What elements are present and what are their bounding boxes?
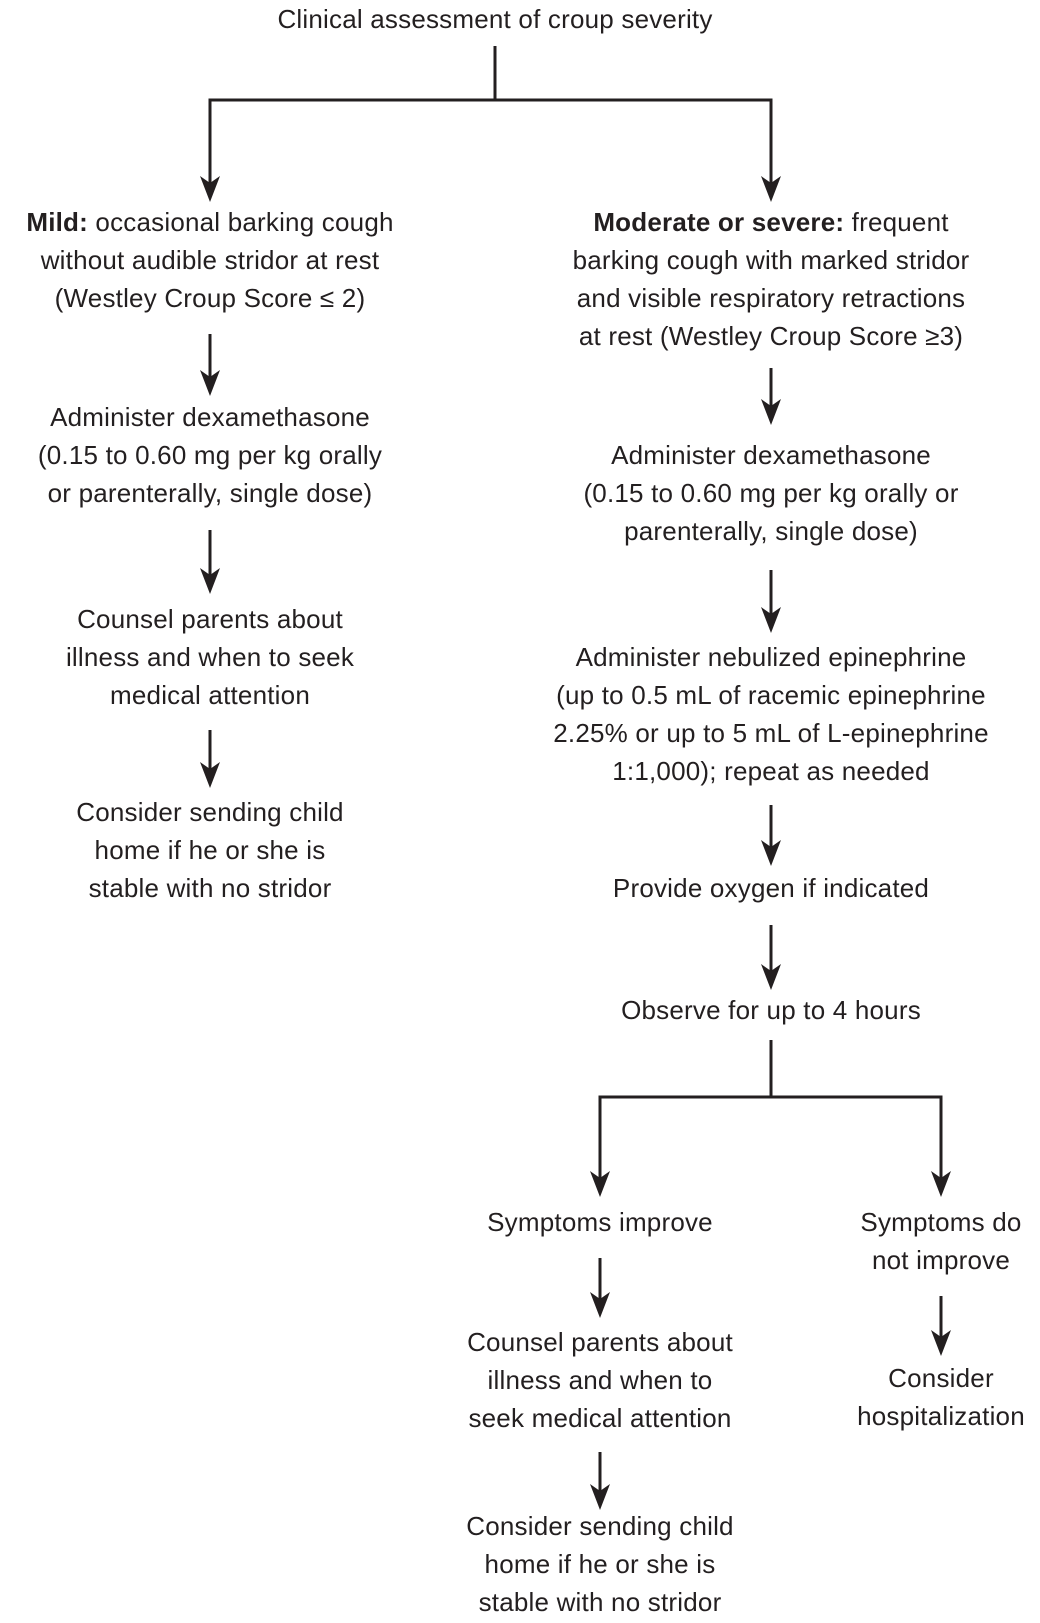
node-line: stable with no stridor (88, 873, 332, 903)
node-line: Administer nebulized epinephrine (575, 642, 967, 672)
node-line-rest: frequent (844, 207, 949, 237)
node-line: or parenterally, single dose) (47, 478, 373, 508)
top-branch-connector (200, 46, 781, 202)
node-line (0, 203, 430, 241)
severe-arrow-4 (761, 925, 781, 990)
node-line: Consider sending child (466, 1511, 734, 1541)
node-mild (0, 203, 430, 317)
node-line (511, 203, 1031, 241)
node-line: Administer dexamethasone (50, 402, 370, 432)
node-hospitalization (781, 1359, 1040, 1435)
node-mild-dexamethasone (0, 398, 430, 512)
node-improve-send-home (380, 1507, 820, 1621)
node-line: (0.15 to 0.60 mg per kg orally or (583, 478, 959, 508)
node-line: without audible stridor at rest (40, 245, 380, 275)
node-line: Administer dexamethasone (611, 440, 931, 470)
node-line: Consider (888, 1363, 994, 1393)
mild-arrow-1 (200, 334, 220, 396)
node-line: seek medical attention (468, 1403, 732, 1433)
observe-branch-connector (590, 1040, 951, 1197)
node-line: illness and when to (487, 1365, 713, 1395)
node-line: Symptoms do (860, 1207, 1022, 1237)
severe-arrow-2 (761, 570, 781, 633)
node-line: hospitalization (857, 1401, 1025, 1431)
node-line: parenterally, single dose) (624, 516, 918, 546)
node-line: barking cough with marked stridor (572, 245, 970, 275)
node-line: 1:1,000); repeat as needed (612, 756, 930, 786)
node-line: 2.25% or up to 5 mL of L-epinephrine (553, 718, 989, 748)
node-moderate-severe (511, 203, 1031, 355)
node-line-rest: occasional barking cough (88, 207, 394, 237)
node-bold-label: Moderate or severe: (593, 207, 845, 237)
node-line: Counsel parents about (467, 1327, 733, 1357)
node-oxygen (511, 869, 1031, 907)
node-line: not improve (871, 1245, 1011, 1275)
mild-arrow-2 (200, 530, 220, 594)
node-improve-counsel (380, 1323, 820, 1437)
mild-arrow-3 (200, 730, 220, 788)
node-epinephrine (511, 638, 1031, 790)
node-line: Provide oxygen if indicated (612, 873, 930, 903)
node-line: home if he or she is (484, 1549, 716, 1579)
node-line: (Westley Croup Score ≤ 2) (54, 283, 366, 313)
node-observe (511, 991, 1031, 1029)
node-line: home if he or she is (94, 835, 326, 865)
node-bold-label: Mild: (26, 207, 88, 237)
node-mild-send-home (0, 793, 430, 907)
node-mild-counsel (0, 600, 430, 714)
node-line: medical attention (110, 680, 310, 710)
improve-arrow-2 (590, 1452, 610, 1510)
not-improve-arrow (931, 1296, 951, 1356)
node-line: Consider sending child (76, 797, 344, 827)
node-line: Symptoms improve (487, 1207, 713, 1237)
node-line: at rest (Westley Croup Score ≥3) (578, 321, 964, 351)
node-moderate-dexamethasone (511, 436, 1031, 550)
improve-arrow-1 (590, 1258, 610, 1318)
node-symptoms-not-improve (791, 1203, 1040, 1279)
node-line: (up to 0.5 mL of racemic epinephrine (556, 680, 986, 710)
node-symptoms-improve (400, 1203, 800, 1241)
severe-arrow-1 (761, 368, 781, 425)
node-line: Counsel parents about (77, 604, 343, 634)
node-line: illness and when to seek (65, 642, 355, 672)
node-title: Clinical assessment of croup severity (277, 4, 713, 34)
node-line: (0.15 to 0.60 mg per kg orally (37, 440, 383, 470)
node-line: and visible respiratory retractions (576, 283, 966, 313)
severe-arrow-3 (761, 805, 781, 866)
node-line: Observe for up to 4 hours (621, 995, 921, 1025)
node-line: stable with no stridor (478, 1587, 722, 1617)
